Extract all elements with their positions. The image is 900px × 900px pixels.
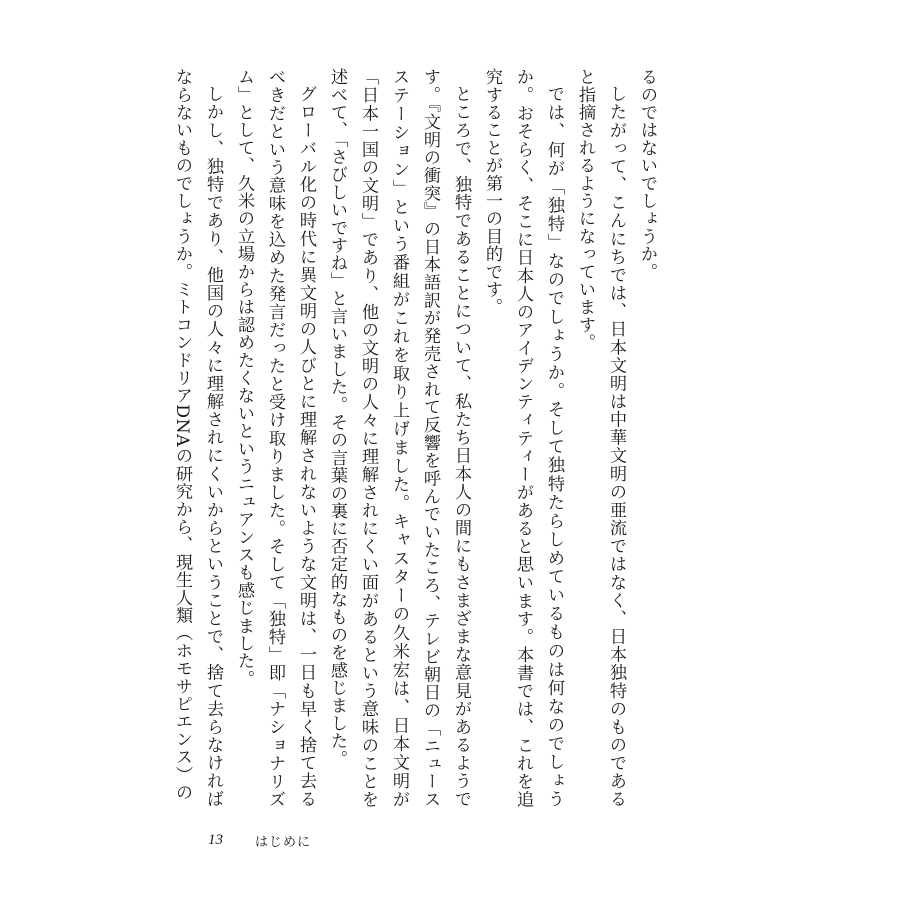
vertical-body-text xyxy=(172,68,662,808)
paragraph-continuation: るのではないでしょうか。 xyxy=(637,68,657,281)
running-head: はじめに xyxy=(255,834,312,850)
paragraph: ところで、独特であることについて、私たち日本人の間にもさまざまな意見があるようです。『文明の衝突』の日本語訳が発売されて反響を呼んでいたころ、テレビ朝日の「ニュースステーション」という番組がこれを取り上げました。キャスターの久米宏は、日本文明が「日本一国の文明」であり、他の文明の人々に理解されにくい面があるという意味のことを述べて、「さびしいですね」と言いました。その言葉の裏に否定的なものを感じました。 xyxy=(327,68,471,808)
paragraph: しかし、独特であり、他国の人々に理解されにくいからということで、捨て去らなければならないものでしょうか。ミトコンドリアDNAの研究から、現生人類（ホモサピエンス）の xyxy=(172,68,223,808)
page-footer xyxy=(208,828,311,852)
page-number: 13 xyxy=(208,831,223,848)
paragraph: グローバル化の時代に異文明の人びとに理解されないような文明は、一日も早く捨て去るべきだという意味を込めた発言だったと受け取りました。そして「独特」即「ナショナリズム」として、久米の立場からは認めたくないというニュアンスも感じました。 xyxy=(234,68,316,808)
paragraph: したがって、こんにちでは、日本文明は中華文明の亜流ではなく、日本独特のものであると指摘されるようになっています。 xyxy=(575,68,626,808)
paragraph: では、何が「独特」なのでしょうか。そして独特たらしめているものは何なのでしょうか。おそらく、そこに日本人のアイデンティティーがあると思います。本書では、これを追究することが第一の目的です。 xyxy=(482,68,564,808)
